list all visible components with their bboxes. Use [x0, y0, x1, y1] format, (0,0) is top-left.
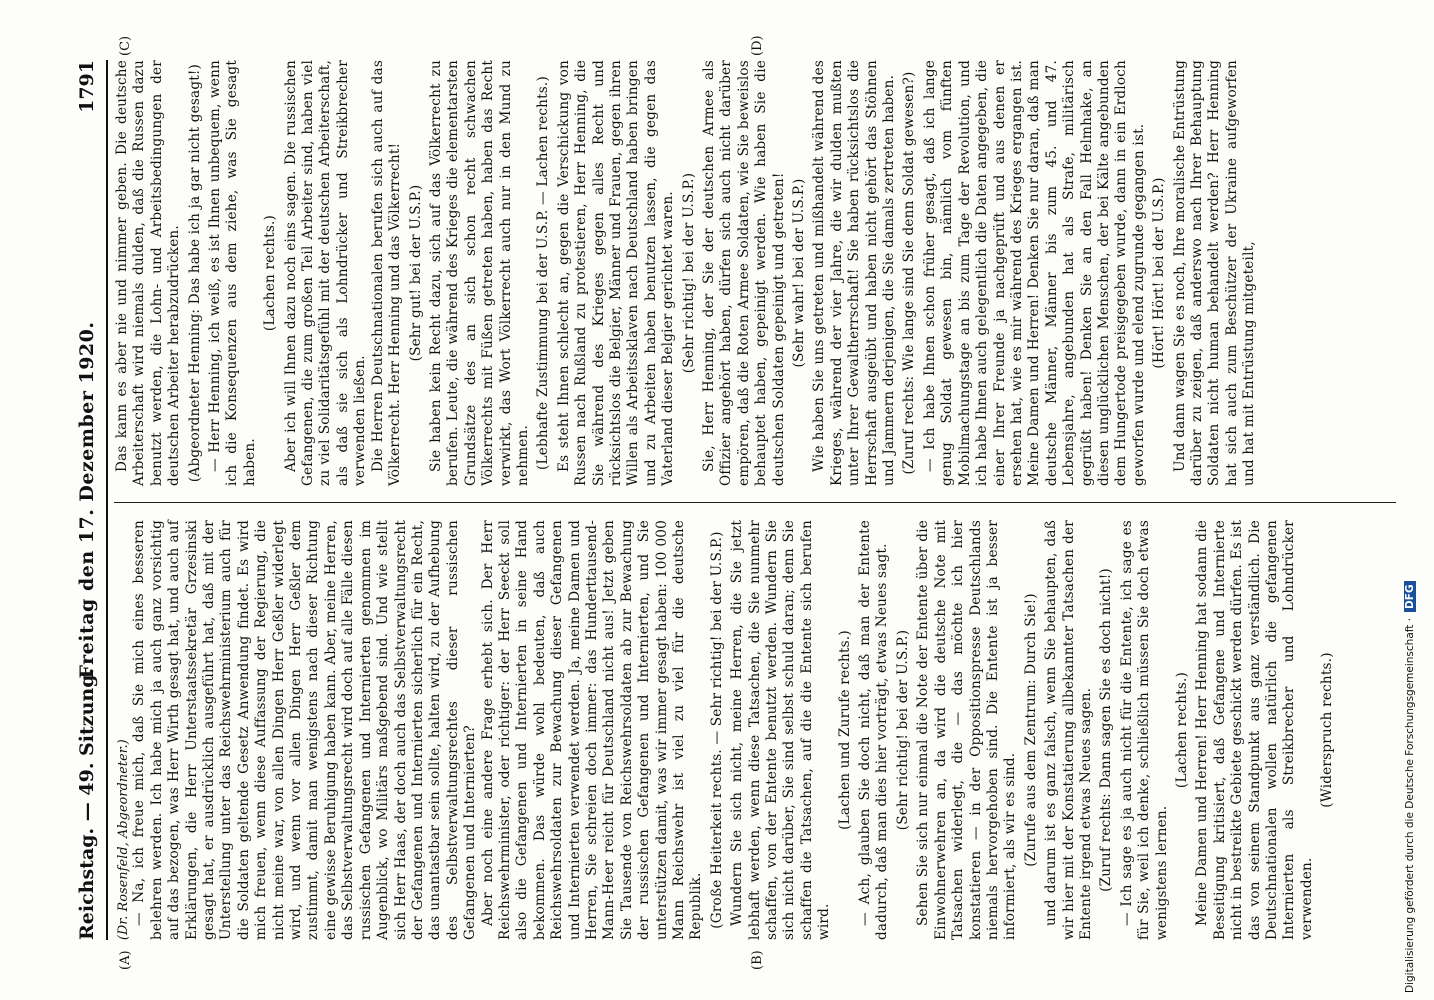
credit-text: Digitalisierung gefördert durch die Deutsche Forschungsgemeinschaft ·	[1404, 617, 1416, 993]
header-rule	[106, 60, 108, 940]
paragraph: und darum ist es ganz falsch, wenn Sie behaupten, daß wir hier mit der Konstatierung allbekannter Tatsachen der Entente irgend etwas Neues sagen.	[1043, 520, 1094, 940]
rotated-page	[70, 35, 1400, 970]
interjection: (Zuruf rechts: Dann sagen Sie es doch nicht!)	[1098, 568, 1115, 892]
dfg-credit	[1404, 8, 1430, 998]
paragraph: — Ich sage es ja auch nicht für die Entente, ich sage es für Sie, weil ich denke, schließlich müssen Sie doch etwas wenigstens lernen.	[1118, 520, 1170, 940]
interjection: (Sehr richtig! bei der U.S.P.)	[894, 629, 911, 831]
interjection: (Sehr wahr! bei der U.S.P.)	[791, 178, 808, 368]
paragraph: Wie haben Sie uns getreten und mißhandelt während des Krieges, während der vier Jahre, die wir dulden mußten unter Ihrer Gewaltherrschaft! Sie haben rücksichtslos die Herrschaft ausgeübt und haben nicht gehört das Stöhnen und Jammern derjenigen, die Sie damals zertreten haben.	[811, 60, 898, 486]
paragraph: Sie haben kein Recht dazu, sich auf das Völkerrecht zu berufen. Leute, die während des Krieges die elementarsten Grundsätze des an sich schon recht schwachen Völkerrechts mit Füßen getreten haben, haben das Recht verwirkt, das Wort Völkerrecht auch nur in den Mund zu nehmen.	[427, 60, 531, 486]
paragraph: Die Herren Deutschnationalen berufen sich auch auf das Völkerrecht. Herr Henning und das Völkerrecht!	[369, 60, 404, 486]
dfg-logo: DFG	[1404, 581, 1416, 612]
paragraph: Es steht Ihnen schlecht an, gegen die Verschickung von Russen nach Rußland zu protestieren, Herr Henning, die Sie während des Krieges gegen alles Recht und rücksichtslos die Belgier, Männer und Frauen, gegen ihren Willen als Arbeitssklaven nach Deutschland haben bringen und zu Arbeiten haben benutzen lassen, die gegen das Vaterland dieser Belgier gerichtet waren.	[555, 60, 677, 486]
page-number: 1791	[76, 60, 98, 113]
page-header	[70, 60, 104, 940]
paragraph: — Ach, glauben Sie doch nicht, daß man der Entente dadurch, daß man dies hier vorträgt, etwas Neues sagt.	[857, 520, 891, 940]
paragraph: Wundern Sie sich nicht, meine Herren, die Sie jetzt lebhaft werden, wenn diese Tatsachen, die Sie nunmehr schaffen, von der Entente benutzt werden. Wundern Sie sich nicht darüber, Sie sind selbst schuld daran; denn Sie schaffen die Tatsachen, auf die die Entente sich berufen wird.	[729, 520, 833, 940]
interjection: (Zurufe aus dem Zentrum: Durch Sie!)	[1022, 593, 1039, 867]
margin-mark-b: (B)	[750, 950, 765, 970]
left-column	[114, 520, 1400, 940]
interjection: (Lachen rechts.)	[1173, 671, 1190, 789]
interjection: (Hört! Hört! bei der U.S.P.)	[1151, 177, 1168, 369]
header-session: Reichstag. — 49. Sitzung.	[76, 667, 98, 940]
interjection: (Sehr gut! bei der U.S.P.)	[407, 184, 424, 362]
interjection: (Lebhafte Zustimmung bei der U.S.P. — Lachen rechts.)	[535, 76, 552, 470]
paragraph: — Na, ich freue mich, daß Sie mich eines besseren belehren werden. Ich habe mich ja auch ganz vorsichtig auf das bezogen, was Herr Wirth gesagt hat, und auch auf Erklärungen, die Herr Unterstaatssekretär Grzesinski gesagt hat, er ausdrücklich ausgeführt hat, daß mit der Unterstellung unter das Reichswehrministerium auch für die Soldaten geltende Gesetz Anwendung findet. Es wird mich freuen, wenn diese Auffassung der Regierung, die nicht meine war, von allen Dingen Herr Geßler widerlegt wird, und wenn vor allen Dingen Herr Geßler dem zustimmt, damit man wenigstens nach dieser Richtung eine gewisse Beruhigung haben kann. Aber, meine Herren, das Selbstverwaltungsrecht wird doch auf alle Fälle diesen russischen Gefangenen und Internierten genommen im Augenblick, wo Militärs maßgebend sind. Und wie stellt sich Herr Haas, der doch auch das Selbstverwaltungsrecht der Gefangenen und Internierten sicherlich für ein Recht, das unantastbar sein sollte, halten wird, zu der Aufhebung des Selbstverwaltungsrechtes dieser russischen Gefangenen und Internierten?	[131, 520, 479, 940]
interjection: (Lachen und Zurufe rechts.)	[836, 630, 853, 830]
interjection: (Zuruf rechts: Wie lange sind Sie denn Soldat gewesen?)	[901, 71, 918, 475]
right-column	[114, 60, 1400, 486]
margin-mark-d: (D)	[750, 35, 765, 56]
paragraph: — Ich habe Ihnen schon früher gesagt, daß ich lange genug Soldat gewesen bin, nämlich vom fünften Mobilmachungstage an bis zum Tage der Revolution, und ich habe Ihnen auch gelegentlich die Daten angegeben, die einer Ihrer Freunde ja nachgeprüft und aus denen er ersehen hat, wie es mir während des Krieges ergangen ist. Meine Damen und Herren! Denken Sie nur daran, daß man deutsche Männer, Männer bis zum 45. und 47. Lebensjahre, angebunden hat als Strafe, militärisch gegrüßt haben! Denken Sie an den Fall Helmhake, an diesen unglücklichen Menschen, der bei Kälte angebunden dem Hungertode preisgegeben wurde, dann in ein Erdloch geworfen wurde und elend zugrunde gegangen ist.	[921, 60, 1147, 486]
margin-mark-a: (A)	[118, 950, 133, 970]
interjection: (Sehr richtig! bei der U.S.P.)	[680, 172, 697, 374]
interjection: (Lachen rechts.)	[262, 214, 279, 332]
paragraph: Das kann es aber nie und nimmer geben. Die deutsche Arbeiterschaft wird niemals dulden, daß die Russen dazu benutzt werden, die Lohn- und Arbeitsbedingungen der deutschen Arbeiter herabzudrücken.	[114, 60, 183, 486]
interjection: (Abgeordneter Henning: Das habe ich ja gar nicht gesagt!)	[186, 63, 203, 483]
paragraph: Sehen Sie sich nur einmal die Note der Entente über die Einwohnerwehren an, da wird die deutsche Note mit Tatsachen widerlegt, die — das möchte ich hier konstatieren — in der Oppositionspresse Deutschlands niemals hervorgehoben sind. Die Entente ist ja besser informiert, als wir es sind.	[915, 520, 1019, 940]
margin-mark-c: (C)	[118, 35, 133, 56]
paragraph: Aber ich will Ihnen dazu noch eins sagen. Die russischen Gefangenen, die zum großen Teil Arbeiter sind, haben viel zu viel Solidaritätsgefühl mit der deutschen Arbeiterschaft, als daß sie sich als Lohndrücker und Streikbrecher verwenden ließen.	[282, 60, 369, 486]
interjection: (Widerspruch rechts.)	[1319, 652, 1336, 808]
paragraph: Sie, Herr Henning, der Sie der deutschen Armee als Offizier angehört haben, dürfen sich auch nicht darüber empören, daß die Roten Armee Soldaten, wie Sie beweislos behauptet haben, gepeinigt werden. Wie haben Sie die deutschen Soldaten gepeinigt und getreten!	[701, 60, 787, 486]
paragraph: Aber noch eine andere Frage erhebt sich. Der Herr Reichswehrminister, oder richtiger: der Herr Seeckt soll also die Gefangenen und Internierten in seine Hand bekommen. Das würde wohl bedeuten, daß auch Reichswehrsoldaten zur Bewachung dieser Gefangenen und Internierten verwendet werden. Ja, meine Damen und Herren, Sie schreien doch immer: das Hunderttausend-Mann-Heer reicht für Deutschland nicht aus! Jetzt geben Sie Tausende von Reichswehrsoldaten ab zur Bewachung der russischen Gefangenen und Internierten, und Sie unterstützen damit, was wir immer gesagt haben: 100 000 Mann Reichswehr ist viel zu viel für die deutsche Republik.	[479, 520, 705, 940]
interjection: (Große Heiterkeit rechts. — Sehr richtig! bei der U.S.P.)	[708, 531, 725, 929]
column-divider	[114, 502, 1396, 503]
paragraph: — Herr Henning, ich weiß, es ist Ihnen unbequem, wenn ich die Konsequenzen aus dem ziehe, was Sie gesagt haben.	[207, 60, 258, 486]
header-date: Freitag den 17. Dezember 1920.	[76, 321, 98, 679]
paragraph: Meine Damen und Herren! Herr Henning hat sodann die Beseitigung kritisiert, daß Gefangene und Internierte nicht in bestreikte Gebiete geschickt werden dürfen. Es ist das von seinem Standpunkt aus ganz verständlich. Die Deutschnationalen wollen natürlich die gefangenen Internierten als Streikbrecher und Lohndrücker verwenden.	[1194, 520, 1315, 940]
paragraph: Und dann wagen Sie es noch, Ihre moralische Entrüstung darüber zu zeigen, daß anderswo nach Ihrer Behauptung Soldaten nicht human behandelt werden? Herr Henning hat sich auch zum Beschützer der Ukraine aufgeworfen und hat mit Entrüstung mitgeteilt,	[1171, 60, 1258, 486]
speaker-line: (Dr. Rosenfeld, Abgeordneter.)	[115, 739, 130, 940]
